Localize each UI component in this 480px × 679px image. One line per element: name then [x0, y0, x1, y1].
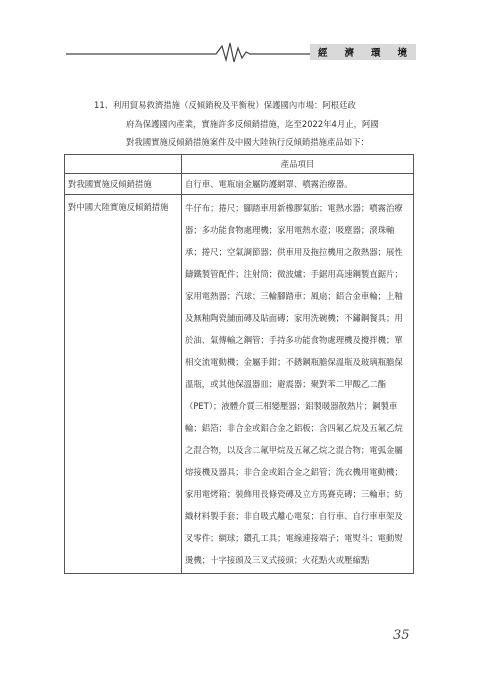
page-number: 35: [393, 628, 410, 643]
section-char: 濟: [344, 48, 355, 59]
page-header: [66, 40, 416, 64]
row-label: 對我國實施反傾銷措施: [65, 174, 182, 195]
table-header-empty: [65, 155, 182, 174]
section-char: 環: [370, 48, 382, 59]
table-row: [65, 174, 414, 195]
row-label: 對中國大陸實施反傾銷措施: [65, 195, 182, 574]
intro-line-2: 府為保護國內產業，實施許多反傾銷措施，迄至2022年4月止，阿國: [126, 118, 379, 129]
table-row: [65, 195, 414, 574]
section-char: 經: [317, 48, 329, 59]
section-char: 境: [397, 48, 408, 59]
table-header-products: 產品項目: [182, 155, 414, 174]
row-items: 自行車、電瓶扇金屬防護網罩、噴霧治療器。: [182, 174, 414, 195]
table-header-row: [65, 155, 414, 174]
intro-paragraph: [94, 96, 422, 152]
intro-line-3: 對我國實施反傾銷措施案件及中國大陸執行反傾銷措施產品如下：: [126, 137, 369, 147]
section-tag: [310, 44, 416, 60]
anti-dumping-table: [64, 154, 414, 574]
intro-line-1: 11、利用貿易救濟措施（反傾銷稅及平衡稅）保護國內市場：阿根廷政: [94, 100, 356, 110]
row-items: 牛仔布；捲尺；腳踏車用新橡膠氣胎；電熱水器；噴霧治療器；多功能食物處理機；家用電熱水壺；吸塵器；滾珠軸承；捲尺；空氣調節器；供車用及拖拉機用之散熱器；展性鑄鐵製管配件；注射筒；微波爐；手鋸用高速鋼製直鋸片；家用電熱器；汽球；三輪腳踏車；風扇；鋁合金車輪；上釉及無釉陶瓷舖面磚及貼面磚；家用洗碗機；不鏽鋼餐具；用於油、氣傳輸之鋼管；手持多功能食物處理機及攪拌機；單相交流電動機；金屬手鉗；不銹鋼瓶膽保溫瓶及玻璃瓶膽保溫瓶，或其他保溫器皿；避震器；聚對苯二甲酸乙二酯（PET）；液體介質三相變壓器；鋁製暖器散熱片；鋼製車輪；鋁箔；非合金或鋁合金之鋁板；含四氟乙烷及五氟乙烷之混合物，以及含二氟甲烷及五氟乙烷之混合物；電弧金屬熔接機及器具；非合金或鋁合金之鋁管；洗衣機用電動機；家用電烤箱；裝飾用長條瓷磚及立方馬賽克磚；三輪車；紡織材料製手套；非自吸式離心電泵；自行車、自行車車架及叉零件；網球；鑽孔工具；電線連接端子；電熨斗；電動熨燙機；十字接頭及三叉式接頭；火花點火或壓縮點: [182, 195, 414, 574]
